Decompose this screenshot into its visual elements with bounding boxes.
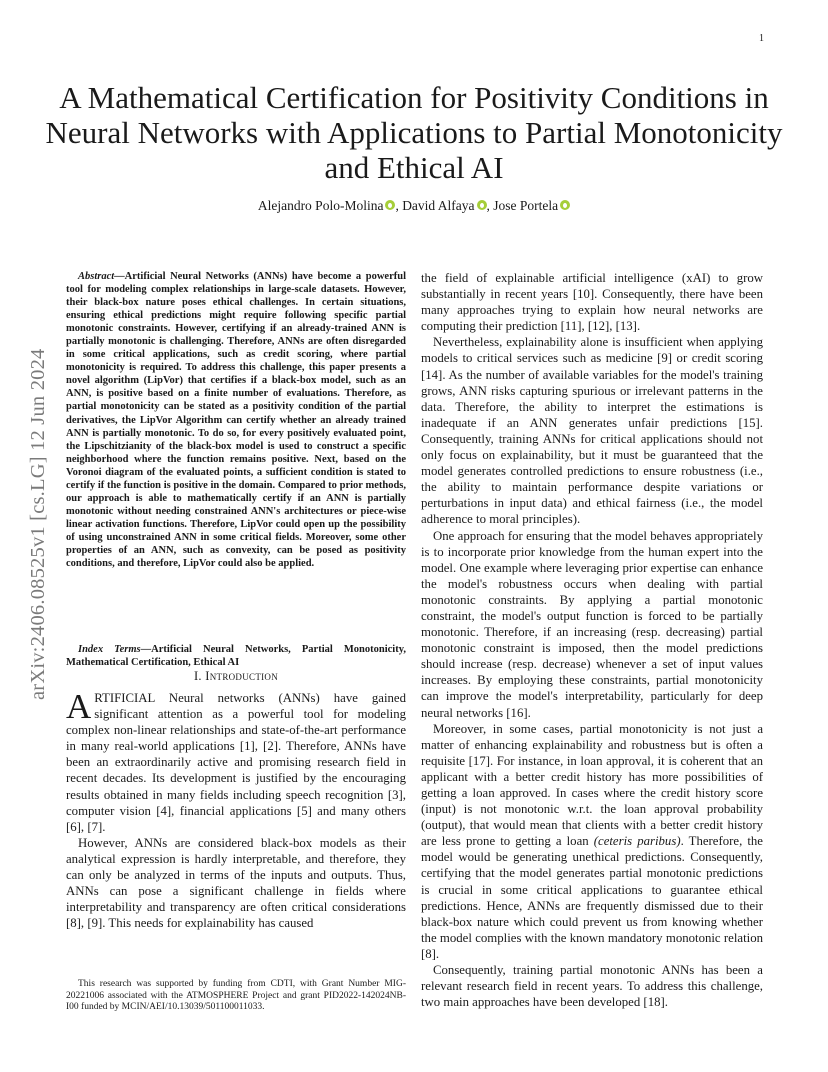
funding-footnote (66, 979, 406, 1014)
orcid-icon[interactable] (385, 200, 395, 210)
drop-cap: A (66, 687, 92, 726)
body-paragraph: One approach for ensuring that the model behaves appropriately is to incorporate prior knowledge from the human expert into the model. One example where leveraging prior expertise can enhance the model's robustness occurs when dealing with partial monotonic constraints. By applying a partial monotonic constraint, the model's output function is forced to be partially monotonic. Therefore, if an increasing (resp. decreasing) partial monotonic constraint is imposed, then the model predictions should increase (resp. decrease) whenever a set of input values increases. By employing these constraints, partial monotonicity can improve the model's interpretability, particularly for deep neural networks [16]. (421, 528, 763, 720)
body-paragraph: Nevertheless, explainability alone is insufficient when applying models to critical services such as medicine [9] or credit scoring [14]. As the number of available variables for the model's training grows, ANN risks capturing spurious or irrelevant patterns in the data. Therefore, the ability to interpret the estimations is inadequate if an ANN generates unfair predictions [15]. Consequently, training ANNs for critical applications should not only focus on explainability, but it must be guaranteed that the model generates controlled predictions to ensure robustness (i.e., the ability to maintain performance despite variations or perturbations in input data) and ethical fairness (i.e., the model adherence to moral principles). (421, 335, 763, 527)
author-separator: , (395, 198, 403, 213)
index-terms-label: Index Terms (78, 644, 141, 655)
intro-paragraph: However, ANNs are considered black-box models as their analytical expression is hardly interpretable, and therefore, they can only be analyzed in terms of the inputs and outputs. Thus, ANNs can pose a significant challenge in fields where interpretability and transparency are often critical considerations [8], [9]. This needs for explainability has caused (66, 835, 406, 931)
author-name: Alejandro Polo-Molina (257, 198, 384, 213)
abstract (66, 270, 406, 570)
author-name: David Alfaya (402, 198, 475, 213)
footnote-text: This research was supported by funding from CDTI, with Grant Number MIG-20221006 associated with the ATMOSPHERE Project and grant PID2022-142024NB-I00 funded by MCIN/AEI/10.13039/501100011033. (66, 979, 406, 1013)
section-heading: I. Introduction (193, 669, 279, 683)
body-text: . Therefore, the model would be generating unethical predictions. Consequently, certifying that the model generates partial monotonic predictions is crucial in some critical applications to guarantee ethical predictions. Hence, ANNs are frequently dismissed due to their black-box nature which could prevent us from knowing whether the model complies with the known mandatory monotonic relation [8]. (421, 834, 763, 961)
body-paragraph: the field of explainable artificial intelligence (xAI) to grow substantially in recent years [10]. Consequently, there have been many approaches trying to explain how neural networks are computing their prediction [11], [12], [13]. (421, 271, 763, 334)
author-list (40, 198, 788, 214)
index-terms (66, 643, 406, 669)
intro-paragraph: RTIFICIAL Neural networks (ANNs) have gained significant attention as a powerful tool for modeling complex non-linear relationships and state-of-the-art performance in many real-world applications [1], [2]. Therefore, ANNs have been an extraordinarily active and promising research field in recent decades. Its development is justified by the encouraging results obtained in many fields including speech recognition [3], computer vision [4], financial applications [5] and many others [6], [7]. (66, 691, 406, 834)
index-terms-body: —Artificial Neural Networks, Partial Monotonicity, Mathematical Certification, Ethical AI (66, 644, 406, 669)
author-separator: , (486, 198, 494, 213)
introduction-text (66, 687, 406, 931)
orcid-icon[interactable] (560, 200, 570, 210)
body-paragraph (421, 721, 763, 962)
right-column-text (421, 270, 763, 1010)
abstract-label: Abstract (78, 271, 115, 282)
arxiv-identifier-stamp (27, 290, 51, 700)
arxiv-identifier-text: arXiv:2406.08525v1 [cs.LG] 12 Jun 2024 (27, 348, 49, 700)
body-text: Moreover, in some cases, partial monotonicity is not just a matter of enhancing explainability and robustness but is often a requisite [17]. For instance, in loan approval, it is coherent that an applicant with a better credit history has more possibilities of getting a loan approved. In cases where the credit history score (input) is not monotonic w.r.t. the loan approval probability (output), that would mean that clients with a better credit history are less prone to getting a loan (421, 721, 763, 849)
orcid-icon[interactable] (477, 200, 487, 210)
author-name: Jose Portela (493, 198, 559, 213)
paper-title: A Mathematical Certification for Positivity Conditions in Neural Networks with Applications to Partial Monotonicity and Ethical AI (45, 80, 783, 185)
page-number: 1 (759, 33, 764, 44)
abstract-body: —Artificial Neural Networks (ANNs) have become a powerful tool for modeling complex relationships in large-scale datasets. However, their black-box nature poses ethical challenges. In certain situations, ensuring ethical predictions might require following specific partial monotonic constraints. However, certifying if an already-trained ANN is partially monotonic is challenging. Therefore, ANNs are often disregarded in some critical applications, such as credit scoring, where partial monotonicity is required. To address this challenge, this paper presents a novel algorithm (LipVor) that certifies if a black-box model, such as an ANN, is positive based on a finite number of evaluations. Therefore, as partial monotonicity can be stated as a positivity condition of the partial derivatives, the LipVor Algorithm can certify whether an already trained ANN is partially monotonic. To do so, for every positively evaluated point, the Lipschitzianity of the black-box model is used to construct a specific neighborhood where the function remains positive. Next, based on the Voronoi diagram of the evaluated points, a sufficient condition is stated to certify if the function is positive in the domain. Compared to prior methods, our approach is able to mathematically certify if an ANN is partially monotonic without needing constrained ANN's architectures or piece-wise linear activation functions. Therefore, LipVor could open up the possibility of using unconstrained ANN in some critical fields. Moreover, some other properties of an ANN, such as convexity, can be posed as positivity conditions, and therefore, LipVor could also be applied. (66, 271, 406, 570)
latin-phrase: (ceteris paribus) (593, 834, 681, 849)
body-paragraph: Consequently, training partial monotonic ANNs has been a relevant research field in recent years. To address this challenge, two main approaches have been developed [18]. (421, 963, 763, 1010)
